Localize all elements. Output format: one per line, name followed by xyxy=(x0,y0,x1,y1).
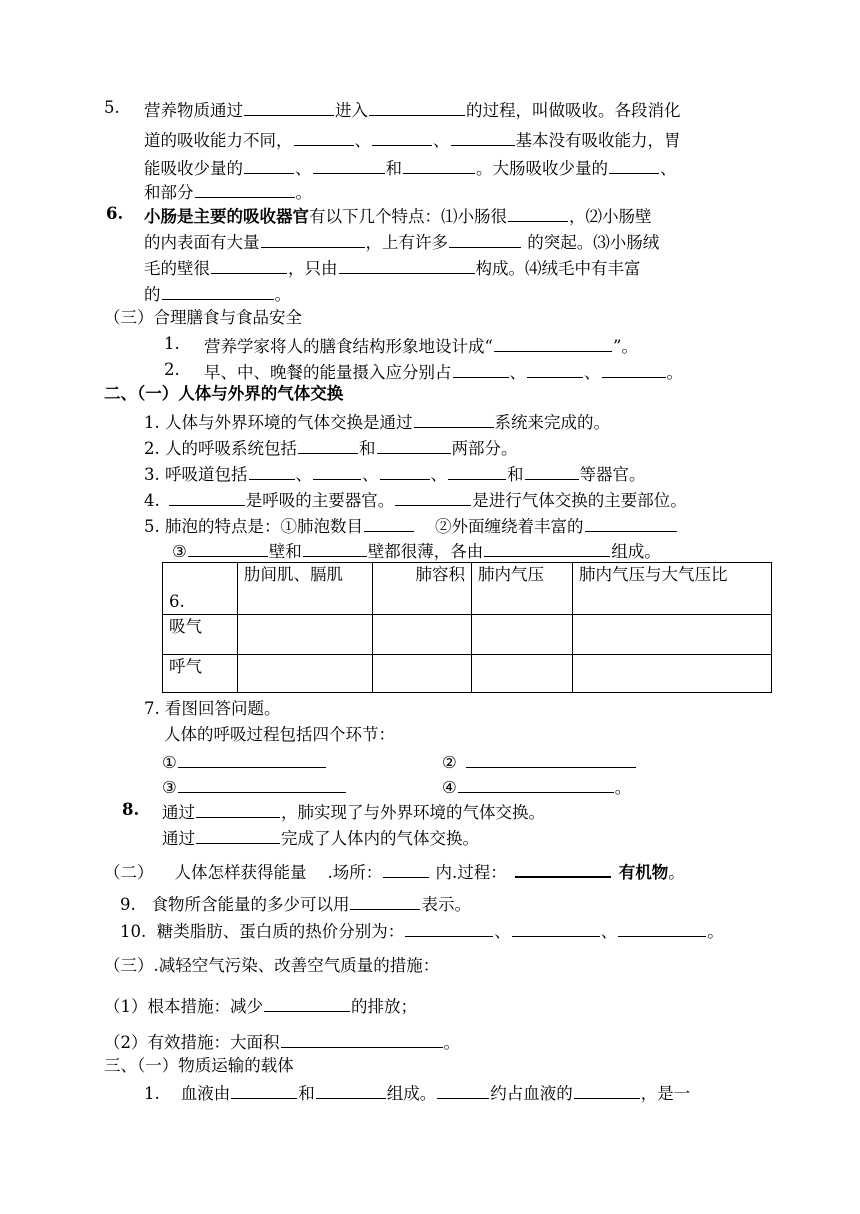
s13-item-1-number: 1. xyxy=(164,334,180,353)
s13-item-2-number: 2. xyxy=(164,360,180,379)
q6-line-4: 的 。 xyxy=(144,285,291,304)
blank[interactable] xyxy=(178,752,326,768)
measure-2: （2）有效措施：大面积 。 xyxy=(104,1033,460,1052)
table-cell[interactable] xyxy=(373,655,472,693)
blank[interactable] xyxy=(178,777,346,793)
measure-1: （1）根本措施：减少 的排放； xyxy=(104,997,417,1016)
q6-line-3: 毛的壁很 ，只由 构成。⑷绒毛中有丰富 xyxy=(144,259,641,278)
s13-item-1: 营养学家将人的膳食结构形象地设计成“ ”。 xyxy=(204,337,638,356)
table-header: 肺容积 xyxy=(373,563,472,615)
section-heading-diet: （三）合理膳食与食品安全 xyxy=(104,308,302,327)
blank[interactable] xyxy=(618,921,706,937)
blank[interactable] xyxy=(525,464,579,480)
blank[interactable] xyxy=(602,362,666,378)
blank[interactable] xyxy=(527,362,583,378)
q6-line-2: 的内表面有大量 ，上有许多 的突起。⑶小肠绒 xyxy=(144,233,660,252)
blank[interactable] xyxy=(508,206,568,222)
s2-item-5-continued: ③ 壁和 壁都很薄，各由 组成。 xyxy=(172,542,661,561)
blank[interactable] xyxy=(196,802,280,818)
blank[interactable] xyxy=(294,130,354,146)
blank[interactable] xyxy=(350,894,420,910)
blank[interactable] xyxy=(313,158,385,174)
q5-line-2: 道的吸收能力不同， 、 、 基本没有吸收能力，胃 xyxy=(144,131,681,150)
q5-line-1: 营养物质通过 进入 的过程，叫做吸收。各段消化 xyxy=(144,101,681,120)
q7-step-2: ② xyxy=(442,752,637,772)
q6-line-1: 小肠是主要的吸收器官有以下几个特点：⑴小肠很 ，⑵小肠壁 xyxy=(144,207,652,226)
q5-line-4: 和部分 。 xyxy=(144,183,312,202)
blank[interactable] xyxy=(298,438,358,454)
blank[interactable] xyxy=(609,158,659,174)
blank[interactable] xyxy=(244,158,294,174)
s2-item-5: 5. 肺泡的特点是：①肺泡数目 ②外面缠绕着丰富的 xyxy=(144,516,678,536)
table-header: 肺内气压与大气压比 xyxy=(573,563,772,615)
blank[interactable] xyxy=(451,130,515,146)
q7-step-4: ④ 。 xyxy=(442,778,632,797)
blank[interactable] xyxy=(512,921,600,937)
blank[interactable] xyxy=(244,100,334,116)
table-header: 肋间肌、膈肌 xyxy=(238,563,373,615)
blank[interactable] xyxy=(372,130,432,146)
breathing-table xyxy=(162,562,772,693)
blank[interactable] xyxy=(264,996,350,1012)
table-row-label: 呼气 xyxy=(163,655,238,693)
blank[interactable] xyxy=(369,100,465,116)
section-heading-energy: （二） 人体怎样获得能量 .场所： 内.过程： 有机物。 xyxy=(104,863,685,882)
q8-line-2: 通过 完成了人体内的气体交换。 xyxy=(162,829,479,848)
q9: 9. 食物所含能量的多少可以用 表示。 xyxy=(120,895,471,914)
blank[interactable] xyxy=(303,541,367,557)
blank[interactable] xyxy=(188,541,268,557)
blank[interactable] xyxy=(585,516,677,532)
blank[interactable] xyxy=(249,464,295,480)
section-heading-gas-exchange: 二、（一）人体与外界的气体交换 xyxy=(104,384,344,403)
table-item-number: 6. xyxy=(163,563,238,615)
blank[interactable] xyxy=(453,362,509,378)
blank[interactable] xyxy=(162,284,274,300)
q5-line-3: 能吸收少量的 、 和 。大肠吸收少量的 、 xyxy=(144,159,677,178)
blank[interactable] xyxy=(466,752,636,768)
blank[interactable] xyxy=(211,258,287,274)
q7-step-3: ③ xyxy=(162,777,347,797)
blank[interactable] xyxy=(313,464,361,480)
section-heading-transport: 三、（一）物质运输的载体 xyxy=(104,1056,294,1075)
table-cell[interactable] xyxy=(573,655,772,693)
s2-item-3: 3. 呼吸道包括 、 、 、 和 等器官。 xyxy=(144,465,646,484)
s2-item-1: 1. 人体与外界环境的气体交换是通过 系统来完成的。 xyxy=(144,413,610,432)
blank[interactable] xyxy=(458,777,614,793)
table-cell[interactable] xyxy=(238,615,373,655)
s13-item-2: 早、中、晚餐的能量摄入应分别占 、 、 。 xyxy=(204,363,683,382)
blank[interactable] xyxy=(437,1083,489,1099)
blank[interactable] xyxy=(196,828,280,844)
blank[interactable] xyxy=(380,464,430,480)
table-cell[interactable] xyxy=(472,655,573,693)
table-row-label: 吸气 xyxy=(163,615,238,655)
blank[interactable] xyxy=(484,541,610,557)
q5-number: 5. xyxy=(104,98,120,117)
table-cell[interactable] xyxy=(238,655,373,693)
blank[interactable] xyxy=(414,412,494,428)
s2-item-2: 2. 人的呼吸系统包括 和 两部分。 xyxy=(144,439,518,458)
blank[interactable] xyxy=(448,464,506,480)
blank[interactable] xyxy=(261,232,365,248)
q8-number: 8. xyxy=(122,800,140,819)
q7-subtitle: 人体的呼吸过程包括四个环节： xyxy=(164,725,395,744)
blank[interactable] xyxy=(339,258,475,274)
table-cell[interactable] xyxy=(373,615,472,655)
q6-number: 6. xyxy=(106,204,124,223)
blank[interactable] xyxy=(281,1032,443,1048)
table-header: 肺内气压 xyxy=(472,563,573,615)
blank[interactable] xyxy=(377,438,451,454)
blank[interactable] xyxy=(316,1083,386,1099)
q7-title: 7. 看图回答问题。 xyxy=(144,699,281,718)
blank[interactable] xyxy=(195,182,295,198)
blank[interactable] xyxy=(515,861,611,878)
blank[interactable] xyxy=(169,490,245,506)
table-cell[interactable] xyxy=(573,615,772,655)
blank[interactable] xyxy=(574,1083,640,1099)
table-cell[interactable] xyxy=(472,615,573,655)
blank[interactable] xyxy=(449,232,521,248)
s2-item-4: 4. 是呼吸的主要器官。 是进行气体交换的主要部位。 xyxy=(144,491,687,510)
section-heading-air-quality: （三）.减轻空气污染、改善空气质量的措施： xyxy=(104,956,440,975)
blank[interactable] xyxy=(231,1083,297,1099)
blank[interactable] xyxy=(395,490,471,506)
q8-line-1: 通过 ，肺实现了与外界环境的气体交换。 xyxy=(162,803,545,822)
blank[interactable] xyxy=(494,336,612,352)
blank[interactable] xyxy=(364,516,414,532)
blank[interactable] xyxy=(403,158,475,174)
q7-step-1: ① xyxy=(162,752,327,772)
blank[interactable] xyxy=(405,921,493,937)
blank[interactable] xyxy=(383,862,429,878)
s3-item-1: 1. 血液由 和 组成。 约占血液的 ，是一 xyxy=(144,1084,691,1103)
q10: 10. 糖类脂肪、蛋白质的热价分别为： 、 、 。 xyxy=(120,922,724,941)
